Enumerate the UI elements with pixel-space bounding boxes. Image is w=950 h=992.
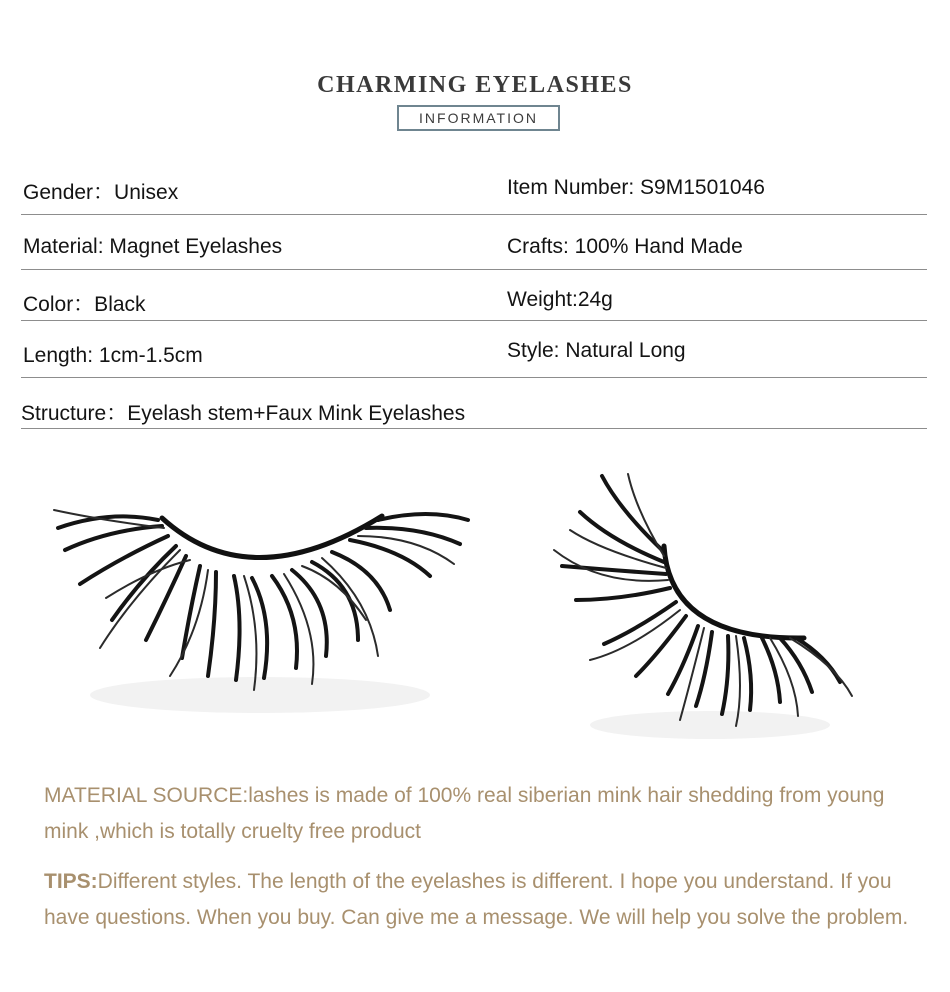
spec-crafts: Crafts: 100% Hand Made: [507, 235, 743, 258]
divider: [21, 428, 927, 429]
divider: [21, 269, 927, 270]
spec-item-number: Item Number: S9M1501046: [507, 176, 765, 199]
eyelash-photo-right: [540, 470, 860, 750]
spec-material: Material: Magnet Eyelashes: [23, 235, 283, 258]
tips-label: TIPS:: [44, 870, 98, 893]
tips-text: Different styles. The length of the eyelashes is different. I hope you understand. If you have questions. When you buy. Can give me a message. We will help you solve the problem.: [44, 870, 909, 929]
spec-gender: Gender：Unisex: [23, 181, 179, 204]
spec-style: Style: Natural Long: [507, 339, 686, 362]
spec-structure: Structure：Eyelash stem+Faux Mink Eyelashes: [21, 402, 466, 425]
tips-note: [44, 864, 924, 936]
eyelash-photo-left: [40, 480, 480, 730]
page-title: CHARMING EYELASHES: [317, 72, 633, 98]
divider: [21, 377, 927, 378]
spec-weight: Weight:24g: [507, 288, 613, 311]
spec-color: Color：Black: [23, 293, 146, 316]
spec-length: Length: 1cm-1.5cm: [23, 344, 203, 367]
divider: [21, 214, 927, 215]
information-badge: INFORMATION: [397, 105, 560, 131]
material-source-note: MATERIAL SOURCE:lashes is made of 100% real siberian mink hair shedding from young mink ,which is totally cruelty free product: [44, 784, 885, 843]
divider: [21, 320, 927, 321]
